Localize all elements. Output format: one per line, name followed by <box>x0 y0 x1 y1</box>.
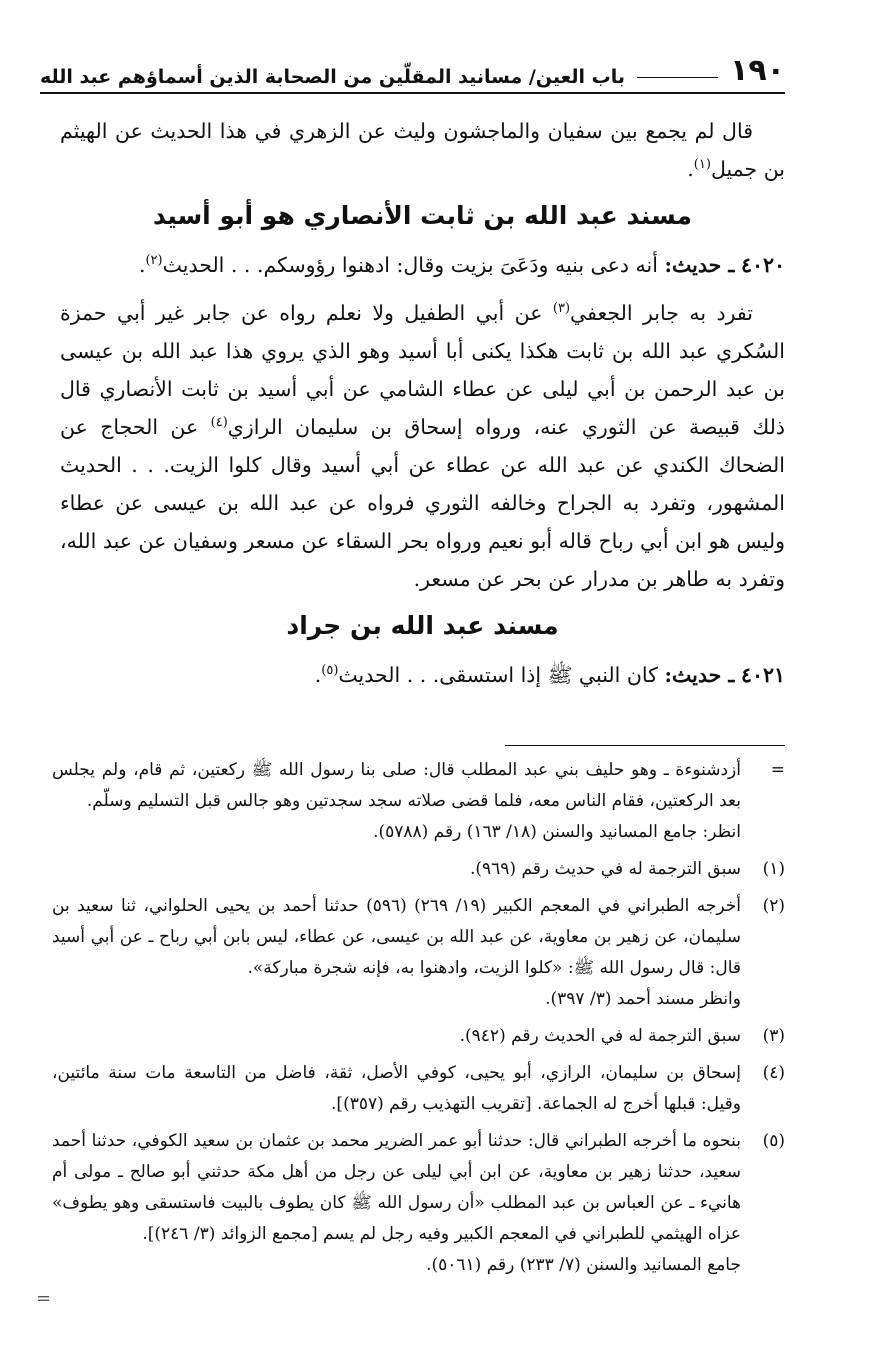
footnote-ref: (٥) <box>321 663 339 679</box>
footnote-mark: (٤) <box>762 1063 785 1083</box>
footnote-ref: (٣) <box>552 301 571 317</box>
footnote-ref: (١) <box>693 157 711 173</box>
commentary-text: عن أبي الطفيل ولا نعلم رواه عن جابر غير أبي حمزة السُكري عبد الله بن ثابت هكذا يكنى أبا أسيد وهو الذي يروي هذا عبد الله بن عيسى بن عبد الرحمن بن أبي ليلى عن عطاء الشامي عن أبي أسيد بن ثابت الأنصاري قال ذلك قبيصة عن الثوري عنه، ورواه إسحاق بن سليمان الرازي <box>60 301 785 439</box>
footnote-ref: (٢) <box>145 253 163 269</box>
hadith-entry: ٤٠٢١ ـ حديث: كان النبي ﷺ إذا استسقى. . . الحديث$^{(٥)}$. <box>314 663 785 687</box>
hadith-entry: ٤٠٢٠ ـ حديث: أنه دعى بنيه ودَعَىَ بزيت وقال: ادهنوا رؤوسكم. . . الحديث$^{(٢)}$. <box>138 253 785 277</box>
footnote-text <box>52 854 741 885</box>
page-header <box>40 40 785 94</box>
main-text <box>60 112 785 704</box>
section-heading: مسند عبد الله بن جراد <box>286 611 559 640</box>
footnote-line: إسحاق بن سليمان، الرازي، أبو يحيى، كوفي الأصل، ثقة، فاضل من التاسعة مات سنة مائتين، وقيل: قبلها أخرج له الجماعة. [تقريب التهذيب رقم (٣٥٧)]. <box>52 1063 741 1114</box>
running-title: باب العين/ مسانيد المقلّين من الصحابة الذين أسماؤهم عبد الله <box>40 66 625 88</box>
footnote-line: وانظر مسند أحمد (٣/ ٣٩٧). <box>545 989 741 1009</box>
page-number: ١٩٠ <box>730 53 785 88</box>
hadith-number: ٤٠٢١ <box>740 663 785 687</box>
hadith-keyword: ـ حديث: <box>664 663 735 687</box>
margin-mark: = <box>36 1288 52 1309</box>
footnote-line: بنحوه ما أخرجه الطبراني قال: حدثنا أبو عمر الضرير محمد بن عثمان بن سعيد الكوفي، حدثنا أحمد سعيد، حدثنا زهير بن معاوية، عن ابن أبي ليلى عن رجل من أهل مكة حدثني أبو صالح ـ مولى أم هانيء ـ عن العباس بن عبد المطلب «أن رسول الله ﷺ كان يطوف بالبيت فاستسقى وهو يطوف» عزاه الهيثمي للطبراني في المعجم الكبير وفيه رجل لم يسم [مجمع الزوائد (٣/ ٢٤٦)]. <box>52 1131 741 1244</box>
commentary-text: عن الحجاج عن الضحاك الكندي عن عبد الله عن عطاء عن أبي أسيد وقال كلوا الزيت. . . الحديث المشهور، وتفرد به الجراح وخالفه الثوري فرواه عن عبد الله بن عيسى عن عطاء وليس هو ابن أبي رباح قاله أبو نعيم ورواه بحر السقاء عن مسعر وسفيان عن عبد الله، وتفرد به طاهر بن مدرار عن بحر عن مسعر. <box>60 415 785 591</box>
hadith-keyword: ـ حديث: <box>664 253 735 277</box>
footnote-mark: (٣) <box>762 1026 785 1046</box>
footnote-ref: (٤) <box>210 415 228 431</box>
footnote-line: أخرجه الطبراني في المعجم الكبير (١٩/ ٢٦٩) (٥٩٦) حدثنا أحمد بن يحيى الحلواني، ثنا سعيد بن سليمان، عن زهير بن معاوية، عن عبد الله بن عيسى، عن عطاء، ليس بابن أبي رباح ـ عن أبي أسيد قال: قال رسول الله ﷺ: «كلوا الزيت، وادهنوا به، فإنه شجرة مباركة». <box>52 896 741 978</box>
commentary-paragraph <box>60 294 785 598</box>
footnote <box>52 755 785 848</box>
footnote-separator <box>505 745 785 746</box>
footnote-line: جامع المسانيد والسنن (٧/ ٢٣٣) رقم (٥٠٦١). <box>426 1255 741 1275</box>
header-rule <box>637 77 718 78</box>
footnote-mark: (٥) <box>762 1131 785 1151</box>
hadith-text: كان النبي ﷺ إذا استسقى. . . الحديث <box>338 663 658 687</box>
footnote-mark: (٢) <box>762 896 785 916</box>
footnote-mark: = <box>770 760 785 780</box>
footnote-line: سبق الترجمة له في حديث رقم (٩٦٩). <box>469 859 741 879</box>
footnote-text <box>52 1126 741 1281</box>
footnote-mark: (١) <box>762 859 785 879</box>
footnote-text <box>52 1021 741 1052</box>
intro-paragraph: قال لم يجمع بين سفيان والماجشون وليث عن الزهري في هذا الحديث عن الهيثم بن جميل$^{(١)}$. <box>60 119 785 181</box>
footnote <box>52 1126 785 1281</box>
commentary-text: تفرد به جابر الجعفي <box>570 301 753 325</box>
footnote <box>52 1021 785 1052</box>
hadith-number: ٤٠٢٠ <box>740 253 785 277</box>
footnote-line: انظر: جامع المسانيد والسنن (١٨/ ١٦٣) رقم (٥٧٨٨). <box>373 822 741 842</box>
intro-text: قال لم يجمع بين سفيان والماجشون وليث عن الزهري في هذا الحديث عن الهيثم بن جميل <box>60 119 785 181</box>
footnote <box>52 854 785 885</box>
footnotes <box>52 755 785 1287</box>
section-heading: مسند عبد الله بن ثابت الأنصاري هو أبو أسيد <box>152 201 693 230</box>
footnote-line: أزدشنوءة ـ وهو حليف بني عبد المطلب قال: صلى بنا رسول الله ﷺ ركعتين، ثم قام، ولم يجلس بعد الركعتين، فقام الناس معه، فلما قضى صلاته سجد سجدتين وهو جالس قبل التسليم وسلّم. <box>52 760 741 811</box>
footnote <box>52 891 785 1015</box>
footnote-text <box>52 755 741 848</box>
footnote <box>52 1058 785 1120</box>
footnote-text <box>52 1058 741 1120</box>
hadith-text: أنه دعى بنيه ودَعَىَ بزيت وقال: ادهنوا رؤوسكم. . . الحديث <box>162 253 658 277</box>
footnote-line: سبق الترجمة له في الحديث رقم (٩٤٢). <box>459 1026 741 1046</box>
footnote-text <box>52 891 741 1015</box>
